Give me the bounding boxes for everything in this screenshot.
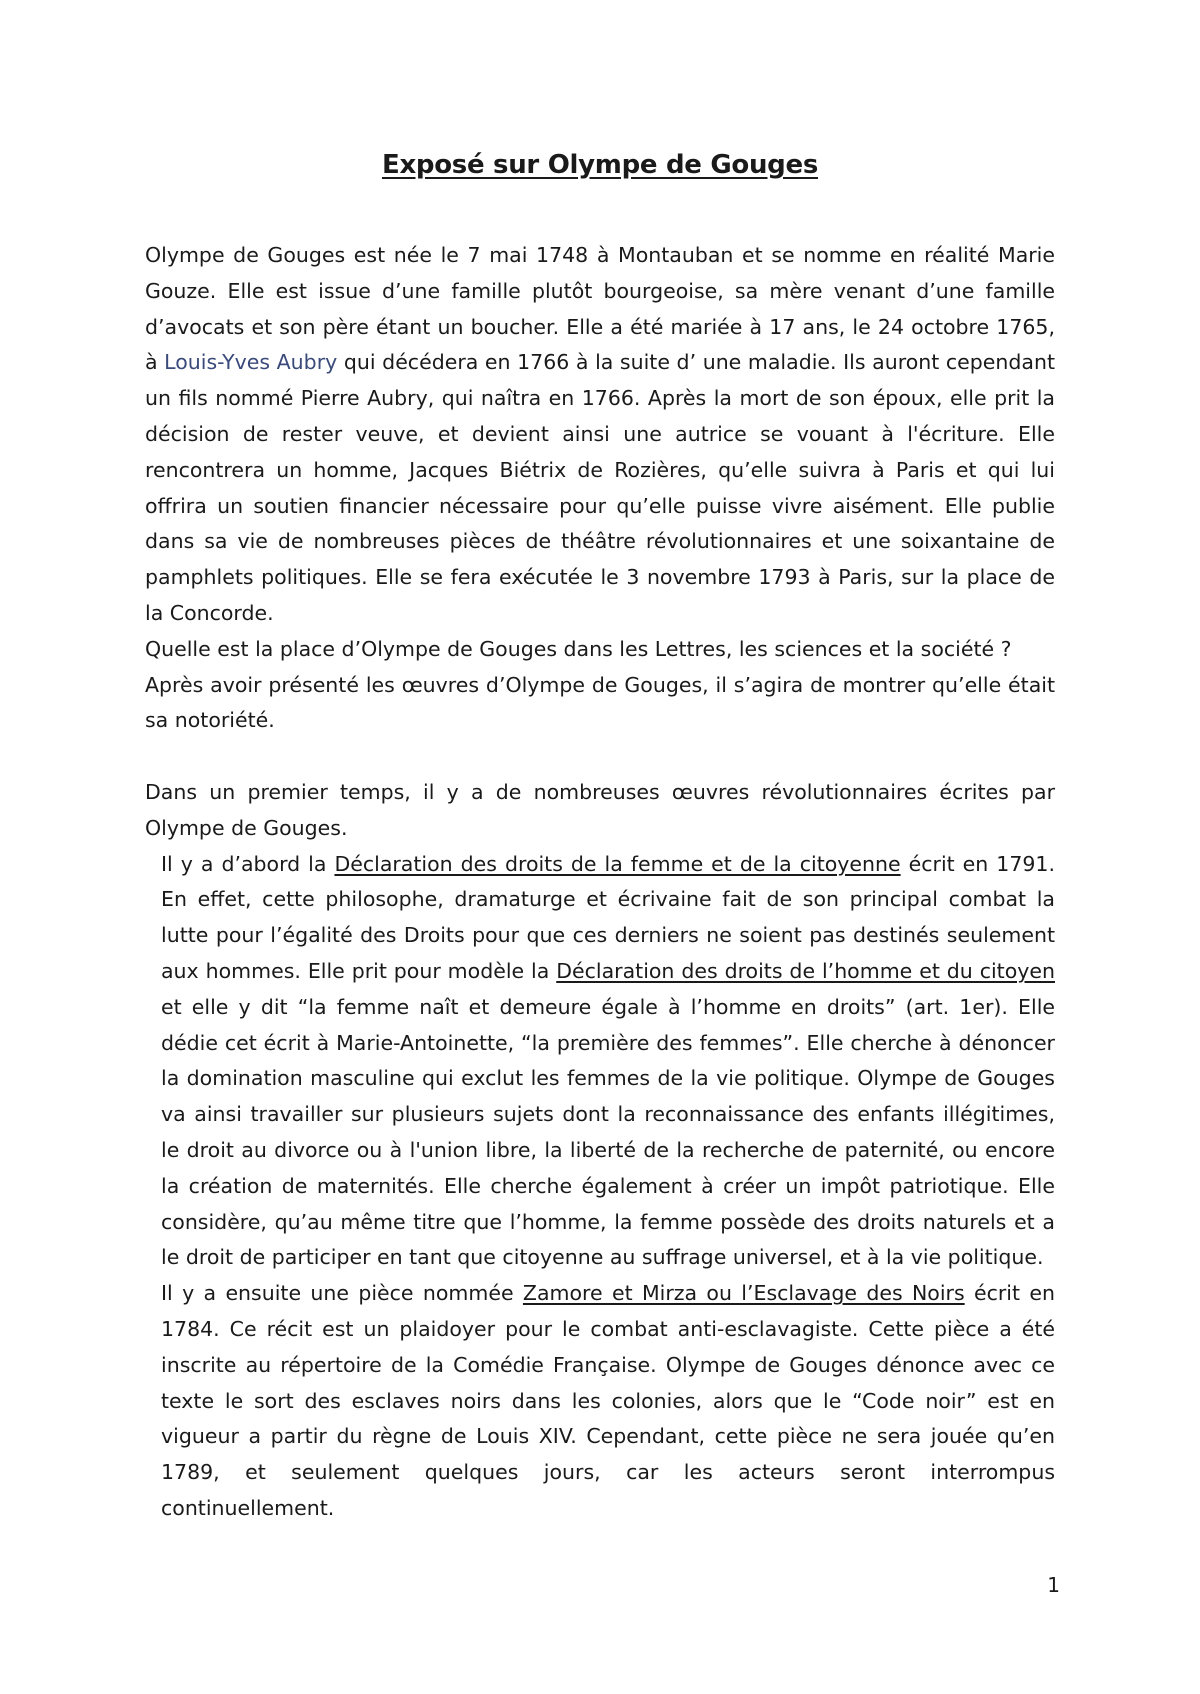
page-number: 1 <box>1047 1573 1060 1597</box>
document-body <box>145 238 1055 1527</box>
zamore-text-before: Il y a ensuite une pièce nommée <box>161 1281 523 1306</box>
paragraph-gap <box>145 739 1055 775</box>
intro-paragraph <box>145 238 1055 632</box>
declaration-femme-title: Déclaration des droits de la femme et de la citoyenne <box>334 851 901 876</box>
husband-link[interactable]: Louis-Yves Aubry <box>164 350 338 375</box>
section1-paragraph-declaration <box>145 847 1055 1277</box>
zamore-title: Zamore et Mirza ou l’Esclavage des Noirs <box>522 1281 965 1306</box>
declaration-homme-title: Déclaration des droits de l’homme et du citoyen <box>556 958 1055 983</box>
problem-plan: Après avoir présenté les œuvres d’Olympe de Gouges, il s’agira de montrer qu’elle était sa notoriété. <box>145 672 1055 733</box>
page-title: Exposé sur Olympe de Gouges <box>381 150 818 180</box>
problem-question: Quelle est la place d’Olympe de Gouges dans les Lettres, les sciences et la société ? <box>145 636 1012 661</box>
section1-intro: Dans un premier temps, il y a de nombreuses œuvres révolutionnaires écrites par Olympe de Gouges. <box>145 779 1055 840</box>
intro-text-part2: qui décédera en 1766 à la suite d’ une maladie. Ils auront cependant un fils nommé Pierre Aubry, qui naîtra en 1766. Après la mort de son époux, elle prit la décision de rester veuve, et devient ainsi une autrice se vouant à l'écriture. Elle rencontrera un homme, Jacques Biétrix de Rozières, qu’elle suivra à Paris et qui lui offrira un soutien financier nécessaire pour qu’elle puisse vivre aisément. Elle publie dans sa vie de nombreuses pièces de théâtre révolutionnaires et une soixantaine de pamphlets politiques. Elle se fera exécutée le 3 novembre 1793 à Paris, sur la place de la Concorde. <box>145 350 1055 625</box>
declaration-text-after: et elle y dit “la femme naît et demeure égale à l’homme en droits” (art. 1er). Elle dédie cet écrit à Marie-Antoinette, “la première des femmes”. Elle cherche à dénoncer la domination masculine qui exclut les femmes de la vie politique. Olympe de Gouges va ainsi travailler sur plusieurs sujets dont la reconnaissance des enfants illégitimes, le droit au divorce ou à l'union libre, la liberté de la recherche de paternité, ou encore la création de maternités. Elle cherche également à créer un impôt patriotique. Elle considère, qu’au même titre que l’homme, la femme possède des droits naturels et a le droit de participer en tant que citoyenne au suffrage universel, et à la vie politique. <box>161 994 1055 1270</box>
intro-text-part1: Olympe de Gouges est née le 7 mai 1748 à Montauban et se nomme en réalité Marie Gouze. Elle est issue d’une famille plutôt bourgeoise, sa mère venant d’une famille d’avocats et son père étant un boucher. Elle a été mariée à 17 ans, le 24 octobre 1765, à <box>145 243 1055 375</box>
declaration-text-mid: écrit en 1791. En effet, cette philosophe, dramaturge et écrivaine fait de son principal combat la lutte pour l’égalité des Droits pour que ces derniers ne soient pas destinés seulement aux hommes. Elle prit pour modèle la <box>161 851 1055 983</box>
section1-paragraph-zamore <box>145 1276 1055 1527</box>
declaration-text-before: Il y a d’abord la <box>161 851 335 876</box>
zamore-text-after: écrit en 1784. Ce récit est un plaidoyer pour le combat anti-esclavagiste. Cette pièce a été inscrite au répertoire de la Comédie Française. Olympe de Gouges dénonce avec ce texte le sort des esclaves noirs dans les colonies, alors que le “Code noir” est en vigueur a partir du règne de Louis XIV. Cependant, cette pièce ne sera jouée qu’en 1789, et seulement quelques jours, car les acteurs seront interrompus continuellement. <box>161 1281 1055 1520</box>
